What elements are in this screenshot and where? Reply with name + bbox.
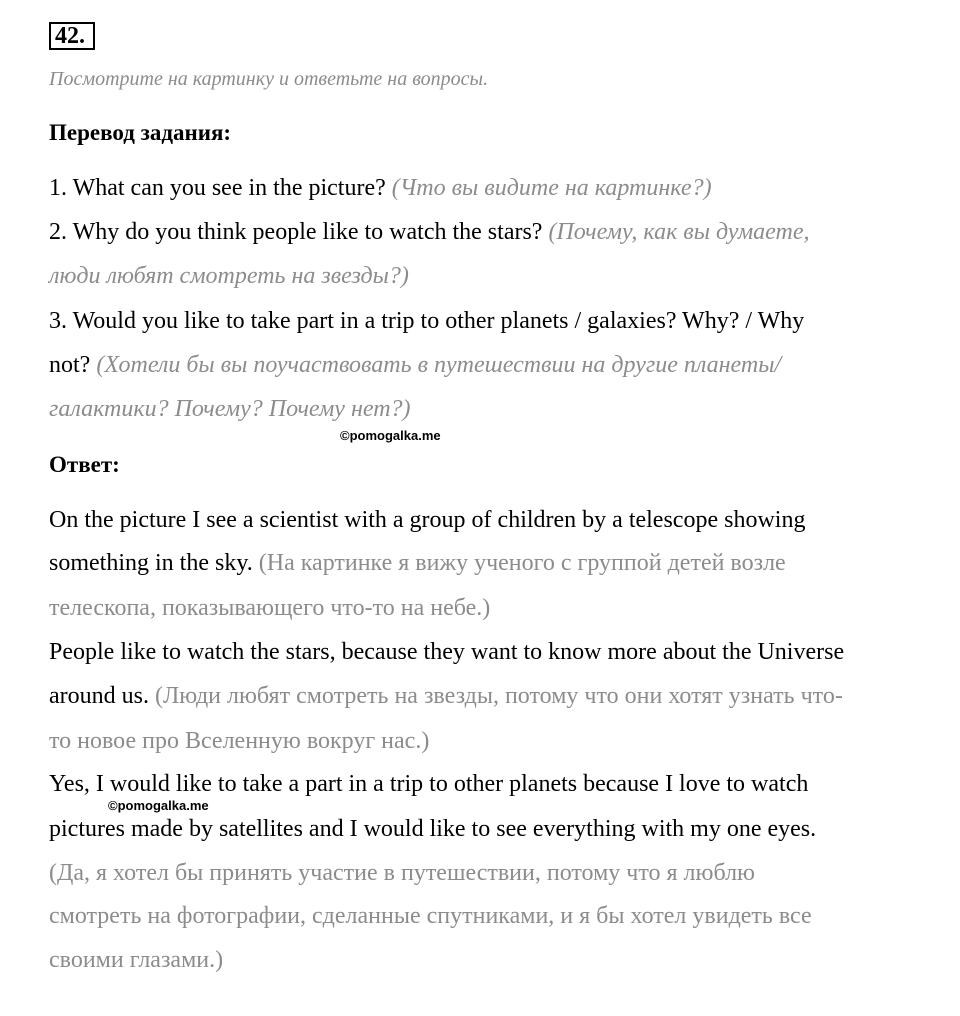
question-2-translation: (Почему, как вы думаете, (548, 219, 810, 245)
answer-3: Yes, I would like to take a part in a trip to other planets because I love to watch (49, 771, 809, 797)
answer-1-cont (49, 548, 786, 578)
task-instruction: Посмотрите на картинку и ответьте на вопросы. (49, 68, 489, 90)
answer-1-translation: (На картинке я вижу ученого с группой детей возле (258, 550, 786, 576)
answer-3-translation: (Да, я хотел бы принять участие в путешествии, потому что я люблю (49, 860, 755, 886)
answer-1-translation-cont: телескопа, показывающего что-то на небе.) (49, 595, 491, 621)
answer-2-cont (49, 681, 843, 711)
translation-heading: Перевод задания: (49, 120, 232, 145)
question-1 (49, 173, 712, 203)
answer-2: People like to watch the stars, because they want to know more about the Universe (49, 639, 845, 665)
watermark: ©pomogalka.me (340, 428, 441, 443)
answer-1-text-end: something in the sky. (49, 550, 253, 576)
answer-3-translation-cont: смотреть на фотографии, сделанные спутниками, и я бы хотел увидеть все (49, 903, 812, 929)
question-3: 3. Would you like to take part in a trip to other planets / galaxies? Why? / Why (49, 308, 805, 334)
question-3-cont (49, 350, 781, 380)
answer-3-translation-end: своими глазами.) (49, 947, 224, 973)
task-number: 42. (49, 22, 95, 50)
question-3-text-end: not? (49, 352, 91, 378)
answer-2-translation-cont: то новое про Вселенную вокруг нас.) (49, 728, 430, 754)
question-2-translation-cont: люди любят смотреть на звезды?) (49, 263, 409, 289)
watermark: ©pomogalka.me (108, 798, 209, 813)
question-2 (49, 217, 809, 247)
answer-3-cont: pictures made by satellites and I would like to see everything with my one eyes. (49, 816, 817, 842)
question-1-translation: (Что вы видите на картинке?) (391, 175, 712, 201)
answer-heading: Ответ: (49, 452, 120, 477)
question-1-text: 1. What can you see in the picture? (49, 175, 386, 201)
answer-1: On the picture I see a scientist with a group of children by a telescope showing (49, 507, 806, 533)
answer-2-text-end: around us. (49, 683, 149, 709)
question-2-text: 2. Why do you think people like to watch the stars? (49, 219, 543, 245)
answer-2-translation: (Люди любят смотреть на звезды, потому что они хотят узнать что- (154, 683, 843, 709)
question-3-translation-cont: галактики? Почему? Почему нет?) (49, 396, 411, 422)
question-3-translation: (Хотели бы вы поучаствовать в путешествии на другие планеты/ (96, 352, 782, 378)
